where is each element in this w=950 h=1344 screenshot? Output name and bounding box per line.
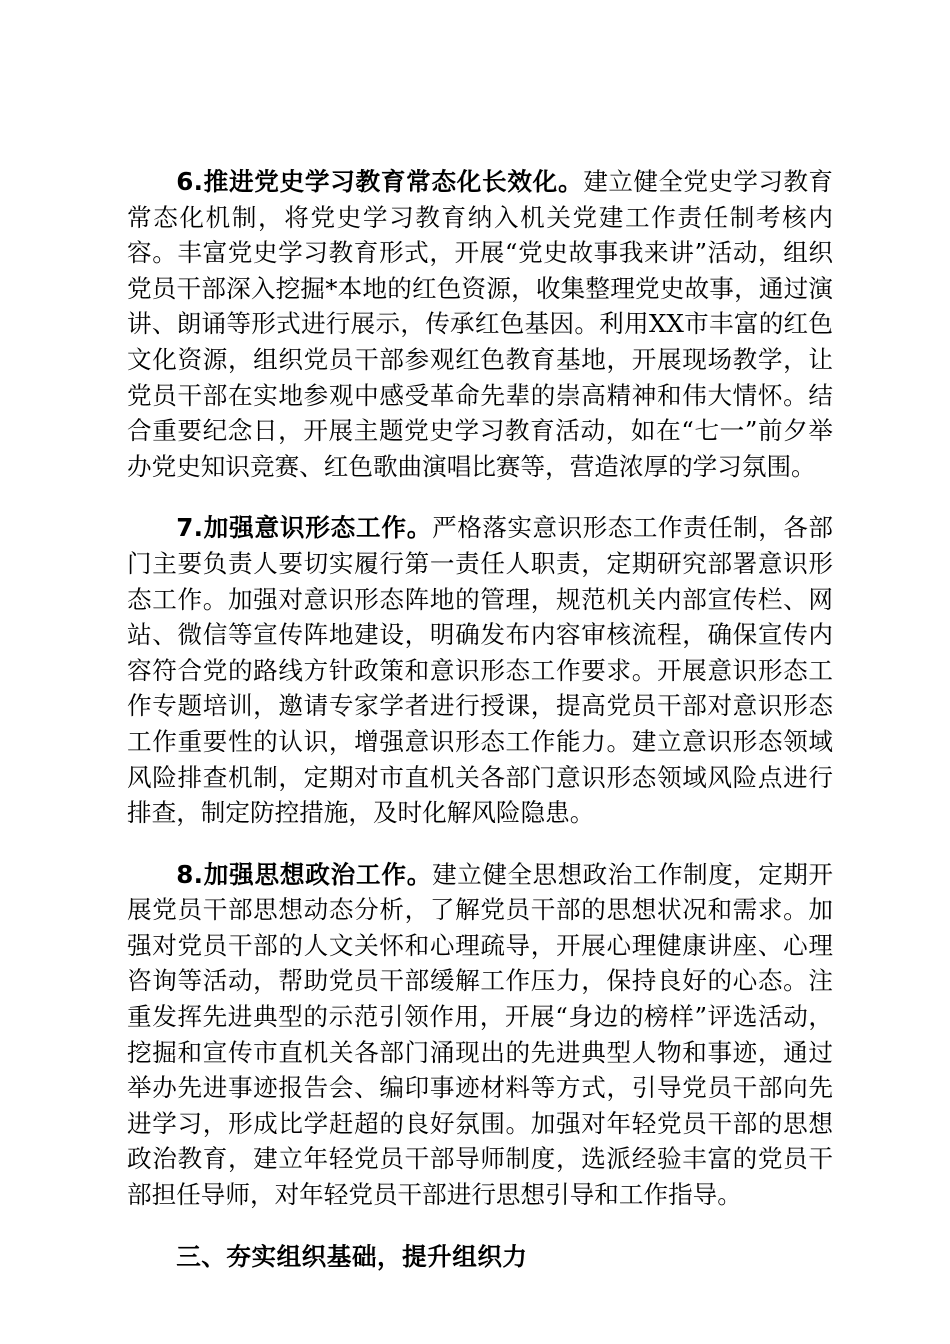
paragraph-8-body: 建立健全思想政治工作制度，定期开展党员干部思想动态分析，了解党员干部的思想状况和需求。加强对党员干部的人文关怀和心理疏导，开展心理健康讲座、心理咨询等活动，帮助党员干部缓解工作压力，保持良好的心态。注重发挥先进典型的示范引领作用，开展“身边的榜样”评选活动，挖掘和宣传市直机关各部门涌现出的先进典型人物和事迹，通过举办先进事迹报告会、编印事迹材料等方式，引导党员干部向先进学习，形成比学赶超的良好氛围。加强对年轻党员干部的思想政治教育，建立年轻党员干部导师制度，选派经验丰富的党员干部担任导师，对年轻党员干部进行思想引导和工作指导。 bbox=[127, 859, 833, 1210]
section-heading: 三、夯实组织基础，提升组织力 bbox=[176, 1241, 528, 1271]
paragraph-6-heading: 6.推进党史学习教育常态化长效化。 bbox=[176, 167, 584, 196]
paragraph-7 bbox=[127, 510, 833, 830]
paragraph-8-heading: 8.加强思想政治工作。 bbox=[176, 859, 433, 889]
paragraph-7-heading: 7.加强意识形态工作。 bbox=[176, 513, 433, 543]
paragraph-6-body: 建立健全党史学习教育常态化机制，将党史学习教育纳入机关党建工作责任制考核内容。丰富党史学习教育形式，开展“党史故事我来讲”活动，组织党员干部深入挖掘*本地的红色资源，收集整理党史故事，通过演讲、朗诵等形式进行展示，传承红色基因。利用XX市丰富的红色文化资源，组织党员干部参观红色教育基地，开展现场教学，让党员干部在实地参观中感受革命先辈的崇高精神和伟大情怀。结合重要纪念日，开展主题党史学习教育活动，如在“七一”前夕举办党史知识竞赛、红色歌曲演唱比赛等，营造浓厚的学习氛围。 bbox=[127, 167, 833, 481]
paragraph-7-body: 严格落实意识形态工作责任制，各部门主要负责人要切实履行第一责任人职责，定期研究部署意识形态工作。加强对意识形态阵地的管理，规范机关内部宣传栏、网站、微信等宣传阵地建设，明确发布内容审核流程，确保宣传内容符合党的路线方针政策和意识形态工作要求。开展意识形态工作专题培训，邀请专家学者进行授课，提高党员干部对意识形态工作重要性的认识，增强意识形态工作能力。建立意识形态领域风险排查机制，定期对市直机关各部门意识形态领域风险点进行排查，制定防控措施，及时化解风险隐患。 bbox=[127, 513, 833, 828]
paragraph-8 bbox=[127, 857, 833, 1213]
paragraph-6 bbox=[127, 164, 833, 484]
document-page bbox=[127, 164, 833, 1274]
